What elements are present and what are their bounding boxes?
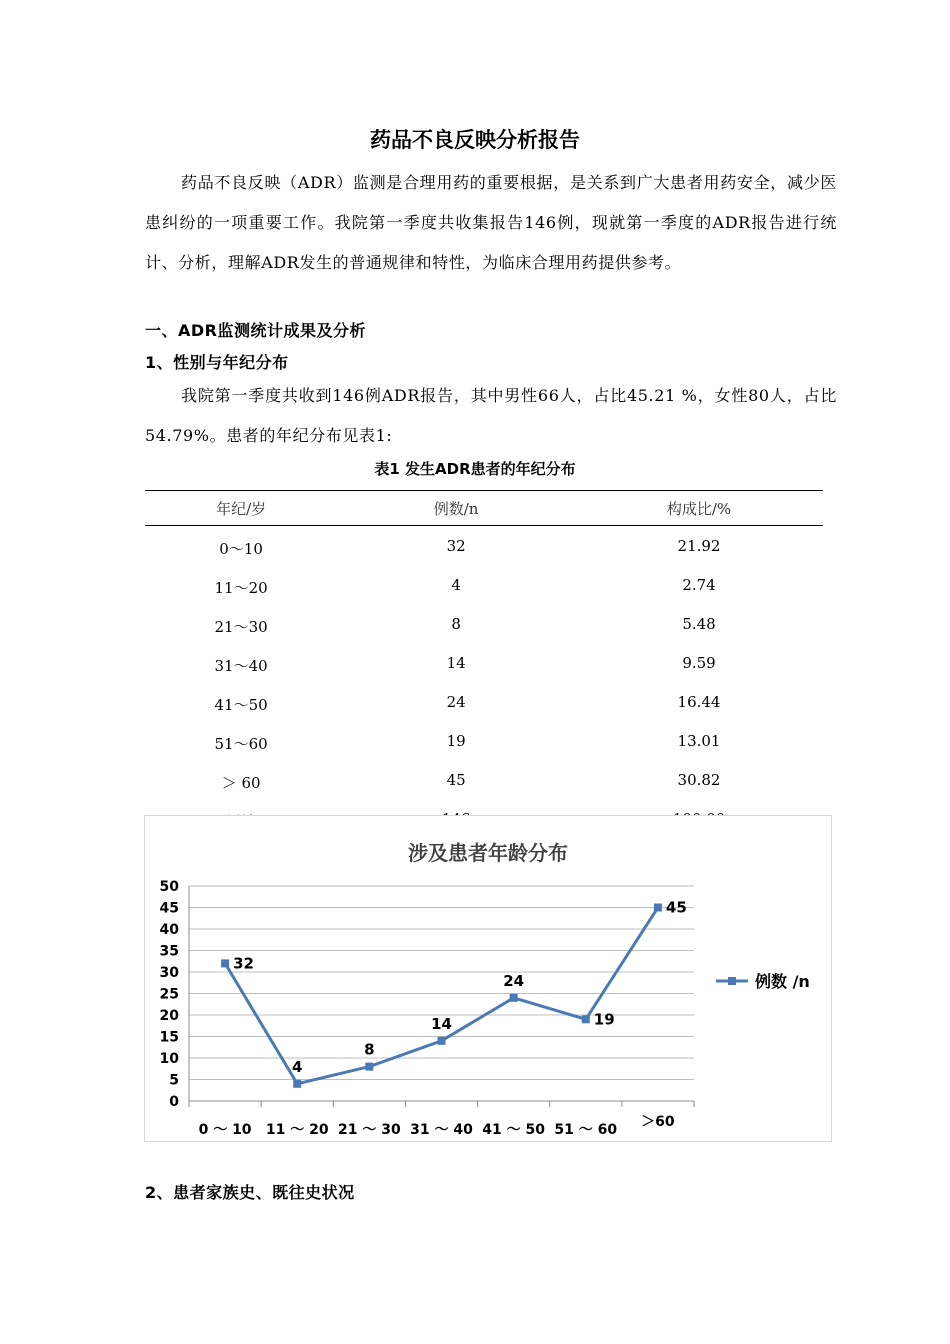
table-row (145, 721, 823, 760)
cell-count: 14 (446, 653, 466, 672)
chart-gridlines (189, 886, 694, 1080)
cell-ratio: 16.44 (677, 692, 721, 711)
cell-ratio: 13.01 (677, 731, 721, 750)
x-tick-label: 41 ～ 50 (482, 1122, 546, 1138)
y-tick-label: 5 (169, 1072, 179, 1089)
cell-count: 45 (446, 770, 466, 789)
data-point (365, 1063, 373, 1071)
x-tick-label: ＞60 (641, 1114, 675, 1130)
cell-age: ＞ 60 (221, 773, 261, 792)
x-tick-label: 51 ～ 60 (554, 1122, 618, 1138)
data-label: 14 (431, 1014, 452, 1033)
data-label: 24 (503, 971, 525, 990)
y-tick-label: 30 (159, 965, 179, 981)
header-ratio: 构成比/% (666, 499, 732, 518)
data-point (293, 1080, 301, 1088)
cell-age: 0～10 (219, 539, 263, 558)
header-age: 年纪/岁 (216, 499, 267, 518)
chart-legend (716, 972, 810, 991)
data-label: 4 (291, 1057, 303, 1076)
data-point (582, 1015, 590, 1023)
x-tick-label: 0 ～ 10 (198, 1122, 252, 1138)
data-label: 32 (233, 954, 254, 973)
series-line (225, 908, 658, 1084)
chart-title: 涉及患者年龄分布 (408, 841, 568, 865)
cell-ratio: 2.74 (682, 575, 716, 594)
x-tick-label: 31 ～ 40 (410, 1122, 473, 1138)
data-point (221, 959, 229, 967)
section-heading-1: 一、ADR监测统计成果及分析 (145, 321, 366, 340)
legend-label: 例数 /n (755, 972, 810, 991)
chart-axes (160, 879, 694, 1138)
header-count: 例数/n (433, 499, 479, 518)
data-point (438, 1037, 446, 1045)
y-tick-label: 45 (159, 900, 179, 917)
cell-count: 8 (451, 614, 461, 633)
age-distribution-table (145, 490, 823, 839)
subsection-heading-age: 1、性别与年纪分布 (145, 353, 289, 372)
cell-age: 31～40 (214, 656, 268, 675)
y-tick-label: 35 (159, 943, 179, 960)
x-tick-label: 21 ～ 30 (337, 1122, 401, 1138)
subsection-heading-history: 2、患者家族史、既往史状况 (145, 1183, 355, 1202)
y-tick-label: 25 (159, 986, 179, 1003)
data-label: 45 (665, 898, 687, 917)
y-tick-label: 15 (159, 1029, 179, 1046)
table-row (145, 760, 823, 799)
data-label: 8 (364, 1040, 375, 1059)
y-tick-label: 10 (159, 1051, 179, 1067)
legend-marker (728, 977, 736, 985)
intro-paragraph: 药品不良反映（ADR）监测是合理用药的重要根据，是关系到广大患者用药安全，减少医患纠纷的一项重要工作。我院第一季度共收集报告146例，现就第一季度的ADR报告进行统计、分析，理解ADR发生的普通规律和特性，为临床合理用药提供参考。 (145, 173, 837, 272)
cell-count: 19 (446, 731, 466, 750)
data-point (654, 904, 662, 912)
age-line-chart (144, 815, 832, 1142)
y-tick-label: 20 (159, 1008, 179, 1024)
cell-count: 24 (446, 692, 466, 711)
cell-age: 51～60 (214, 734, 268, 753)
cell-ratio: 9.59 (682, 653, 716, 672)
cell-ratio: 21.92 (677, 536, 721, 555)
x-tick-label: 11 ～ 20 (265, 1122, 329, 1138)
y-tick-label: 40 (159, 922, 179, 938)
cell-age: 41～50 (214, 695, 268, 714)
table-header-row (145, 491, 823, 526)
table-row (145, 682, 823, 721)
y-tick-label: 50 (159, 879, 179, 895)
table-row (145, 604, 823, 643)
data-point (510, 994, 518, 1002)
chart-canvas (145, 816, 831, 1141)
data-label: 19 (593, 1010, 615, 1029)
cell-ratio: 5.48 (682, 614, 716, 633)
table-row (145, 643, 823, 682)
table-row (145, 565, 823, 604)
cell-age: 21～30 (214, 617, 268, 636)
table-row (145, 526, 823, 566)
age-paragraph: 我院第一季度共收到146例ADR报告，其中男性66人，占比45.21 %，女性80人，占比54.79%。患者的年纪分布见表1: (145, 386, 837, 445)
cell-count: 4 (451, 575, 461, 594)
y-tick-label: 0 (169, 1094, 179, 1110)
page-title: 药品不良反映分析报告 (370, 128, 580, 152)
cell-count: 32 (446, 536, 466, 555)
cell-ratio: 30.82 (677, 770, 721, 789)
cell-age: 11～20 (214, 578, 268, 597)
table-caption: 表1 发生ADR患者的年纪分布 (374, 460, 576, 478)
